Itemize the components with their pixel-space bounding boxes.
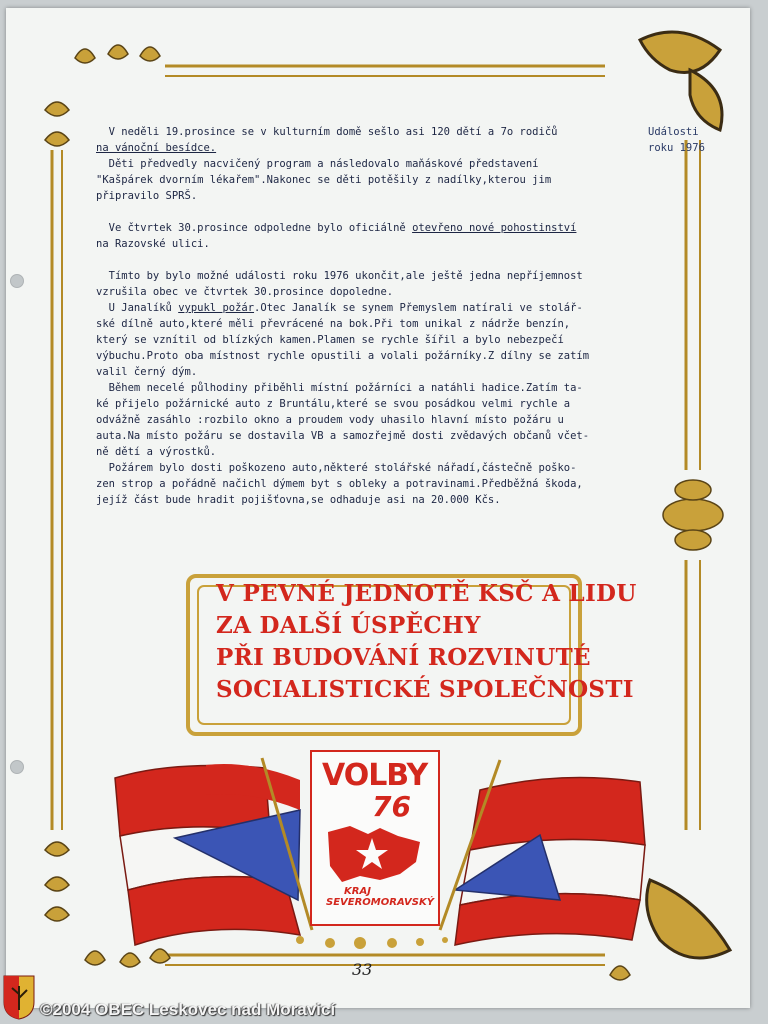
text-line: V neděli 19.prosince se v kulturním domě sešlo asi 120 dětí a 7o rodičů xyxy=(96,126,558,138)
poster-region xyxy=(326,886,434,908)
slogan-line: V PEVNÉ JEDNOTĚ KSČ A LIDU xyxy=(216,580,637,607)
text-line: odvážně zasáhlo :rozbilo okno a proudem vody uhasilo hlavní místo požáru u xyxy=(96,414,564,426)
text-line: U Janalíků xyxy=(96,302,179,314)
poster-year: 76 xyxy=(372,790,411,823)
poster-title: VOLBY xyxy=(322,758,428,793)
poster-region-line: KRAJ xyxy=(344,886,371,897)
side-note xyxy=(648,124,728,156)
text-line: který se vznítil od blízkých kamen.Plamen se rychle šířil a bylo nebezpečí xyxy=(96,334,564,346)
text-line: Tímto by bylo možné události roku 1976 ukončit,ale ještě jedna nepříjemnost xyxy=(96,270,583,282)
text-line: valil černý dým. xyxy=(96,366,198,378)
text-line: Během necelé půlhodiny přiběhli místní požárníci a natáhli hadice.Zatím ta- xyxy=(96,382,583,394)
text-line: Požárem bylo dosti poškozeno auto,některé stolářské nářadí,částečně poško- xyxy=(96,462,577,474)
text-line: auta.Na místo požáru se dostavila VB a samozřejmě dosti zvědavých občanů včet- xyxy=(96,430,590,442)
text-line-underlined: otevřeno nové pohostinství xyxy=(412,222,577,234)
election-poster xyxy=(310,750,440,926)
text-line: vzrušila obec ve čtvrtek 30.prosince dopoledne. xyxy=(96,286,394,298)
flag-right xyxy=(440,760,645,945)
region-map-icon xyxy=(320,822,430,886)
text-line: jejíž část bude hradit pojišťovna,se odhaduje asi na 20.000 Kčs. xyxy=(96,494,501,506)
slogan-line: ZA DALŠÍ ÚSPĚCHY xyxy=(216,612,481,639)
side-note-line: Události xyxy=(648,126,699,138)
text-line: ské dílně auto,které měli převrácené na bok.Při tom unikal z nádrže benzín, xyxy=(96,318,571,330)
slogan-line: PŘI BUDOVÁNÍ ROZVINUTÉ xyxy=(216,644,591,671)
page-number: 33 xyxy=(352,960,373,979)
text-line: "Kašpárek dvorním lékařem".Nakonec se děti potěšily z nadílky,kterou jim xyxy=(96,174,552,186)
text-line: ně dětí a výrostků. xyxy=(96,446,217,458)
chronicle-text xyxy=(96,124,644,508)
footer-watermark xyxy=(0,996,768,1024)
text-line: zen strop a pořádně načichl dýmem byt s obleky a potravinami.Předběžná škoda, xyxy=(96,478,583,490)
political-slogan xyxy=(188,578,637,728)
text-line: na Razovské ulici. xyxy=(96,238,210,250)
poster-region-line: SEVEROMORAVSKÝ xyxy=(326,897,434,908)
text-line: na vánoční besídce. xyxy=(96,142,217,154)
text-line-underlined: vypukl požár xyxy=(178,302,255,314)
flag-left xyxy=(115,758,312,945)
text-line: ké přijelo požárnické auto z Bruntálu,které se svou posádkou velmi rychle a xyxy=(96,398,571,410)
text-line: Ve čtvrtek 30.prosince odpoledne bylo oficiálně xyxy=(96,222,413,234)
side-note-line: roku 1976 xyxy=(648,142,705,154)
text-line: připravilo SPRŠ. xyxy=(96,190,198,202)
text-line: výbuchu.Proto oba místnost rychle opustili a volali požárníky.Z dílny se zatím xyxy=(96,350,590,362)
coat-of-arms-icon xyxy=(2,974,36,1020)
text-line: .Otec Janalík se synem Přemyslem natírali ve stolář- xyxy=(254,302,583,314)
text-line: Děti předvedly nacvičený program a následovalo maňáskové představení xyxy=(96,158,539,170)
copyright-text: ©2004 OBEC Leskovec nad Moravicí xyxy=(40,1000,336,1019)
slogan-line: SOCIALISTICKÉ SPOLEČNOSTI xyxy=(216,676,634,703)
